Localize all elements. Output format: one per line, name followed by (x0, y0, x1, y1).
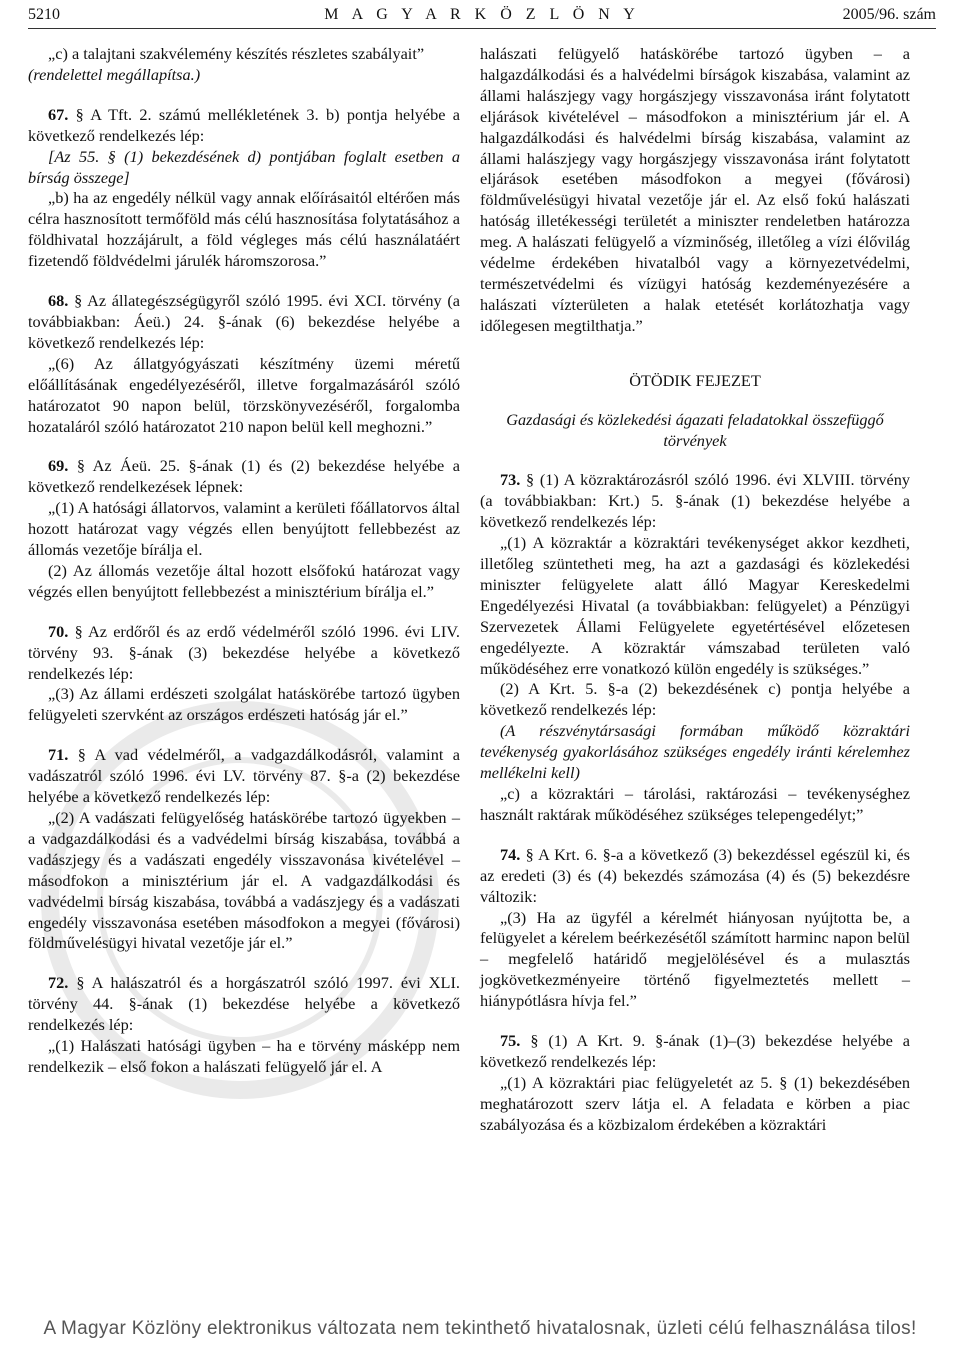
paragraph: (2) A Krt. 5. §-a (2) bekezdésének c) pontja helyébe a következő rendelkezés lép: (480, 679, 910, 720)
page-header (28, 6, 936, 28)
section-68 (28, 291, 460, 354)
section-74 (480, 845, 910, 908)
chapter-title: Gazdasági és közlekedési ágazati feladatokkal összefüggő törvények (506, 409, 884, 450)
section-text: § A Krt. 6. §-a a következő (3) bekezdéssel egészül ki, és az eredeti (3) és (4) bekezdés számozása (4) és (5) bekezdésre változik: (480, 844, 910, 906)
quote: „(3) Ha az ügyfél a kérelmét hiányosan nyújtotta be, a felügyelet a kérelem beérkezésétől számított harminc napon belül – megfelelő határidő megjelölésével és a mulasztás jogkövetkezményeire történő figyelmeztetés mellett – hiánypótlásra hívja fel.” (480, 907, 910, 1011)
footer-notice: A Magyar Közlöny elektronikus változata nem tekinthető hivatalosnak, üzleti célú felhasználása tilos! (43, 1318, 917, 1339)
paragraph: (rendelettel megállapítsa.) (28, 64, 201, 84)
quote: [Az 55. § (1) bekezdésének d) pontjában foglalt esetben a bírság összege] (28, 146, 460, 187)
quote: „(1) Halászati hatósági ügyben – ha e törvény másképp nem rendelkezik – első fokon a halászati felügyelő jár el. A (28, 1036, 460, 1076)
quote: „(1) A hatósági állatorvos, valamint a kerületi főállatorvos által hozott határozat vagy végzés ellen benyújtott fellebbezést az állomás vezetője bírálja el. (28, 498, 460, 560)
section-70 (28, 622, 460, 685)
section-73 (480, 470, 910, 533)
section-67 (28, 105, 460, 147)
section-number: 68. (48, 291, 69, 311)
issue-number: 2005/96. szám (842, 6, 936, 23)
header-rule (28, 28, 936, 29)
quote: „c) a közraktári – tárolási, raktározási – tevékenységhez használt raktárak működéséhez szükséges telepengedélyt;” (480, 784, 910, 824)
quote: (2) Az állomás vezetője által hozott elsőfokú határozat vagy végzés ellen benyújtott fellebbezést a minisztérium bírálja el.” (28, 560, 460, 601)
quote: „(1) A közraktári piac felügyeletét az 5. § (1) bekezdésében meghatározott szerv látja el. A feladata e körben a piac szabályozása és a közbizalom érdekében a közraktári (480, 1072, 910, 1134)
section-number: 67. (48, 104, 69, 124)
quote: „b) ha az engedély nélkül vagy annak előírásaitól eltérően más célra hasznosított termőföld más célú hasznosítása folytatásához a földhivatal hozzájárult, a föld végleges más célú használatáért fizetendő földvédelmi járulék háromszorosa.” (28, 188, 460, 271)
chapter-heading: ÖTÖDIK FEJEZET (629, 370, 761, 390)
section-number: 75. (500, 1031, 521, 1051)
section-text: § Az erdőről és az erdő védelméről szóló 1996. évi LIV. törvény 93. §-ának (3) bekezdése helyébe a következő rendelkezés lép: (28, 621, 460, 683)
section-72 (28, 973, 460, 1036)
quote: „(1) A közraktár a közraktári tevékenységet akkor kezdheti, illetőleg szüntetheti meg, ha azt a gazdasági és közlekedési miniszter felügyelete alatt álló Magyar Kereskedelmi Engedélyezési Hivatal (a továbbiakban: felügyelet) a Pénzügyi Szervezetek Állami Felügyelete egyetértésével előzetesen engedélyezte. A közraktár vámszabad területen való működéséhez erre vonatkozó külön engedély is szükséges.” (480, 533, 910, 678)
section-number: 74. (500, 844, 521, 864)
section-text: § A vad védelméről, a vadgazdálkodásról, valamint a vadászatról szóló 1996. évi LV. törvény 87. §-a (2) bekezdése helyébe a következő rendelkezés lép: (28, 745, 460, 807)
section-text: § Az Áeü. 25. §-ának (1) és (2) bekezdése helyébe a következő rendelkezések lépnek: (28, 456, 460, 497)
section-number: 73. (500, 470, 521, 490)
quote: „(6) Az állatgyógyászati készítmény üzemi méretű előállításának engedélyezéséről, illetve forgalmazásáról szóló határozatot 90 napon belül, törzskönyvezéséről, forgalomba hozataláról szóló határozatot 210 napon belül kell meghozni.” (28, 353, 460, 436)
section-text: § Az állategészségügyről szóló 1995. évi XCI. törvény (a továbbiakban: Áeü.) 24. §-ának (6) bekezdése helyébe a következő rendelkezés lép: (28, 291, 461, 352)
section-text: § (1) A közraktározásról szóló 1996. évi XLVIII. törvény (a továbbiakban: Krt.) 5. §-ának (1) bekezdése helyébe a következő rendelkezés lép: (480, 470, 910, 532)
journal-title: M A G Y A R K Ö Z L Ö N Y (324, 6, 640, 23)
quote: „(3) Az állami erdészeti szolgálat hatáskörébe tartozó ügyben felügyeleti szervként az országos erdészeti hatóság jár el.” (28, 684, 460, 725)
paragraph: halászati felügyelő hatáskörébe tartozó ügyben – a halgazdálkodási és a halvédelmi bírságok kiszabása, valamint az állami halászjegy vagy horgászjegy visszavonása iránt folytatott eljárások kivételével – másodfokon a minisztérium jár el. A halgazdálkodási és halvédelmi bírság kiszabása, valamint az állami halászjegy vagy horgászjegy visszavonása iránt folytatott eljárások esetében másodfokon a megyei (fővárosi) földművelésügyi hivatal vezetője jár el. Az első fokú halászati hatóság illetékességi területét a miniszter rendeletben határozza meg. A halászati felügyelő a vízminőség, illetőleg a vízi élővilág védelme érdekében hivatalból vagy a környezetvédelmi, természetvédelmi és vízügyi hatóság kezdeményezésére a halászati vízterületen a halak etetését korlátozhatja vagy időlegesen megtilthatja.” (480, 44, 910, 335)
right-column (480, 44, 910, 1136)
quote: „(2) A vadászati felügyelőség hatáskörébe tartozó ügyekben – a vadgazdálkodási és a vadvédelmi bírság kiszabása, továbbá a vadászjegy és a vadászati engedély visszavonása kivételével – másodfokon a minisztérium jár el. A vadgazdálkodási és vadvédelmi bírság kiszabása, továbbá a vadászjegy és a vadászati engedély visszavonása esetében másodfokon a megyei (fővárosi) földművelésügyi hivatal vezetője jár el.” (28, 808, 460, 953)
section-71 (28, 745, 460, 808)
section-75 (480, 1031, 910, 1073)
section-number: 69. (48, 456, 69, 476)
page-number: 5210 (28, 6, 60, 23)
paragraph: (A részvénytársasági formában működő közraktári tevékenység gyakorlásához szükséges engedély iránti kérelemhez mellékelni kell) (480, 721, 910, 783)
section-number: 70. (48, 621, 69, 641)
section-number: 71. (48, 745, 69, 765)
section-69 (28, 456, 460, 498)
section-number: 72. (48, 973, 69, 993)
section-text: § (1) A Krt. 9. §-ának (1)–(3) bekezdése helyébe a következő rendelkezés lép: (480, 1031, 910, 1071)
section-text: § A halászatról és a horgászatról szóló 1997. évi XLI. törvény 44. §-ának (1) bekezdése helyébe a következő rendelkezés lép: (28, 973, 460, 1035)
left-column (28, 44, 460, 1078)
paragraph: „c) a talajtani szakvélemény készítés részletes szabályait” (48, 44, 425, 63)
section-text: § A Tft. 2. számú mellékletének 3. b) pontja helyébe a következő rendelkezés lép: (28, 104, 460, 145)
